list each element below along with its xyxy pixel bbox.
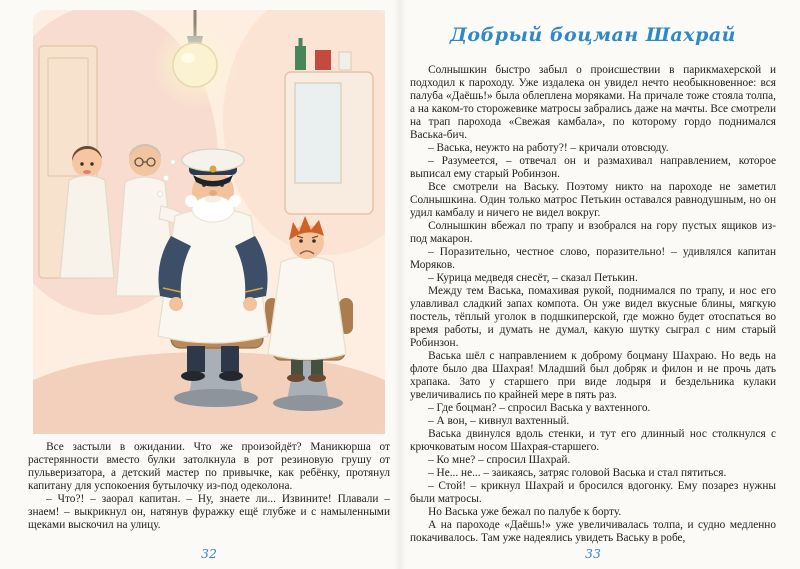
paragraph: Васька двинулся вдоль стенки, и тут его длинный нос столкнулся с крючковатым носом Шахрая-старшего. bbox=[410, 428, 776, 453]
paragraph: Все смотрели на Ваську. Поэтому никто на пароходе не заметил Солнышкина. Один только матрос Петькин оставался равнодушным, но он удил камбалу и ничего не видел вокруг. bbox=[410, 181, 776, 219]
paragraph: – Стой! – крикнул Шахрай и бросился вдогонку. Ему позарез нужны были матросы. bbox=[410, 480, 776, 505]
paragraph: Солнышкин вбежал по трапу и взобрался на гору пустых ящиков из-под макарон. bbox=[410, 220, 776, 245]
paragraph: – Разумеется, – отвечал он и размахивал направлением, которое выписал ему старый Робинзон. bbox=[410, 155, 776, 180]
paragraph: А на пароходе «Даёшь!» уже увеличивалась толпа, и судно медленно покачивалось. Там уже надеялись увидеть Ваську в робе, bbox=[410, 519, 776, 544]
barbershop-illustration bbox=[33, 10, 385, 434]
paragraph: – А вон, – кивнул вахтенный. bbox=[428, 415, 570, 427]
paragraph: Все застыли в ожидании. Что же произойдёт? Маникюрша от растерянности вместо булки затолкнула в рот резиновую грушу от пульверизатора, а детский мастер по привычке, как ребёнку, протянул капитану для успокоения бутылочку из-под одеколона. bbox=[28, 441, 390, 492]
left-page-text bbox=[28, 441, 390, 532]
paragraph: – Васька, неужто на работу?! – кричали отовсюду. bbox=[428, 142, 669, 154]
right-page bbox=[410, 0, 776, 569]
paragraph: – Не... не... – заикаясь, затряс головой Васька и стал пятиться. bbox=[428, 467, 727, 479]
paragraph: Солнышкин быстро забыл о происшествии в парикмахерской и подходил к пароходу. Уже издалека он увидел нечто необыкновенное: вся палуба «Даёшь!» была облеплена моряками. На причале тоже стояла толпа, а на каком-то сторожевике матросы забрались даже на мачты. Все смотрели на трап парохода «Свежая камбала», по которому гордо поднимался Васька-бич. bbox=[410, 64, 776, 141]
paragraph: – Курица медведя снесёт, – сказал Петькин. bbox=[428, 272, 638, 284]
page-number-right: 33 bbox=[585, 546, 601, 561]
paragraph: – Поразительно, честное слово, поразительно! – удивлялся капитан Моряков. bbox=[410, 246, 776, 271]
paragraph: Между тем Васька, помахивая рукой, поднимался по трапу, и нос его улавливал сладкий запах компота. Он уже видел вкусные блины, мягкую постель, тёплый уголок в подшкиперской, где можно будет отоспаться во время работы, и думать не думал, какую шутку сыграл с ним старый Робинзон. bbox=[410, 285, 776, 349]
page-gutter bbox=[394, 0, 406, 569]
left-page bbox=[28, 0, 390, 569]
paragraph: – Что?! – заорал капитан. – Ну, знаете ли... Извините! Плавали – знаем! – выкрикнул он, натянув фуражку ещё глубже и с намыленными щеками выскочил на улицу. bbox=[28, 493, 390, 531]
paragraph: – Ко мне? – спросил Шахрай. bbox=[428, 454, 571, 466]
paragraph: – Где боцман? – спросил Васька у вахтенного. bbox=[428, 402, 651, 414]
chapter-title: Добрый боцман Шахрай bbox=[450, 24, 736, 46]
page-number-left: 32 bbox=[201, 546, 217, 561]
paragraph: Васька шёл с направлением к доброму боцману Шахраю. Но ведь на флоте было два Шахрая! Младший был добряк и филон и не прочь дать храпака. Зато у старшего при виде лодыря и бездельника кулаки увеличивались по крайней мере в пять раз. bbox=[410, 350, 776, 401]
paragraph: Но Васька уже бежал по палубе к борту. bbox=[428, 506, 622, 518]
right-page-text bbox=[410, 64, 776, 545]
